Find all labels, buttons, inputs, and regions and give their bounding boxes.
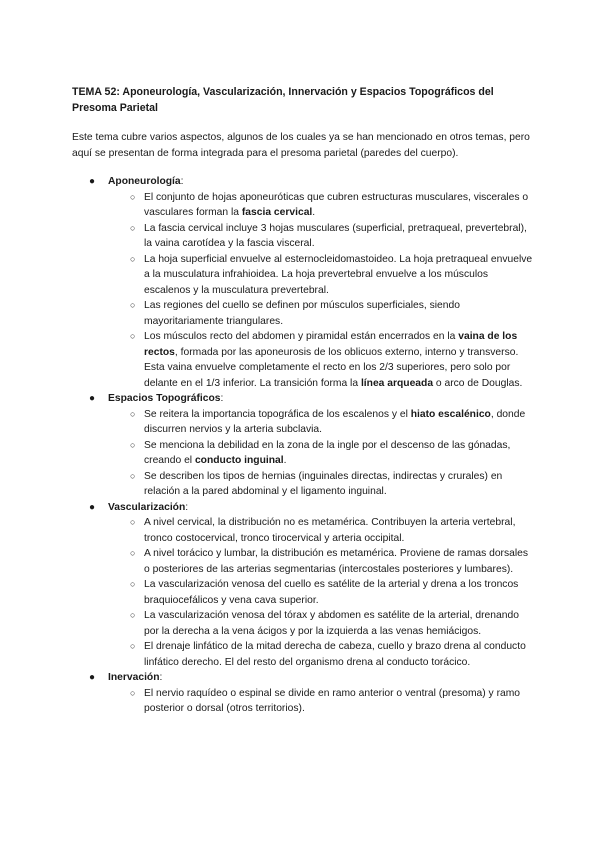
list-item: ○ La hoja superficial envuelve al esternocleidomastoideo. La hoja pretraqueal envuelve a la musculatura infrahioidea. La hoja prevertebral envuelve a los músculos escalenos y la musculatura prevertebral.: [130, 253, 533, 296]
circle-bullet-icon: ○: [130, 641, 136, 651]
section-aponeurologia: ● Aponeurología: ○ El conjunto de hojas aponeuróticas que cubren estructuras musculares, viscerales o vasculares forman la fascia cervical. ○ La fascia cervical incluye 3 hojas musculares (superficial, pretraqueal, prevertebral), la vaina carotídea y la fascia visceral. ○ La hoja superficial envuelve al esternocleidomastoideo. La hoja pretraqueal envuelve a la musculatura infrahioidea. La hoja prevertebral envuelve a los músculos escalenos y la musculatura prevertebral. ○ Las regiones del cuello se definen por músculos superficiales, siendo mayoritariamente triangulares. ○ Los músculos recto del abdomen y piramidal están encerrados en la vaina de los rectos, formada por las aponeurosis de los oblicuos externo, interno y transverso. Esta vaina envuelve completamente el recto en los 2/3 superiores, pero solo por delante en el 1/3 inferior. La transición forma la línea arqueada o arco de Douglas.: [72, 174, 534, 391]
list-item: ○ El conjunto de hojas aponeuróticas que cubren estructuras musculares, viscerales o vasculares forman la fascia cervical.: [130, 191, 529, 218]
circle-bullet-icon: ○: [130, 439, 136, 450]
list-item: ○ A nivel cervical, la distribución no es metamérica. Contribuyen la arteria vertebral, tronco costocervical, tronco tirocervical y arteria occipital.: [130, 517, 516, 544]
intro-paragraph: Este tema cubre varios aspectos, algunos de los cuales ya se han mencionado en otros temas, pero aquí se presentan de forma integrada para el presoma parietal (paredes del cuerpo).: [72, 132, 530, 159]
list-item: ○ Los músculos recto del abdomen y piramidal están encerrados en la vaina de los rectos, formada por las aponeurosis de los oblicuos externo, interno y transverso. Esta vaina envuelve completamente el recto en los 2/3 superiores, pero solo por delante en el 1/3 inferior. La transición forma la línea arqueada o arco de Douglas.: [130, 331, 523, 389]
list-item: ○ Las regiones del cuello se definen por músculos superficiales, siendo mayoritariamente triangulares.: [130, 300, 460, 327]
circle-bullet-icon: ○: [130, 548, 136, 558]
circle-bullet-icon: ○: [130, 331, 136, 341]
section-vascularizacion: ● Vascularización: ○ A nivel cervical, la distribución no es metamérica. Contribuyen la arteria vertebral, tronco costocervical, tronco tirocervical y arteria occipital. ○ A nivel torácico y lumbar, la distribución es metamérica. Proviene de ramas dorsales o posteriores de las arterias segmentarias (intercostales posteriores y lumbares). ○ La vascularización venosa del cuello es satélite de la arterial y drena a los troncos braquiocefálicos y vena cava superior. ○ La vascularización venosa del tórax y abdomen es satélite de la arterial, drenando por la derecha a la vena ácigos y por la izquierda a las venas hemiácigos. ○ El drenaje linfático de la mitad derecha de cabeza, cuello y brazo drena al conducto linfático derecho. El del resto del organismo drena al conducto torácico.: [72, 500, 534, 671]
list-item: ○ Se menciona la debilidad en la zona de la ingle por el descenso de las gónadas, creando el conducto inguinal.: [130, 439, 511, 466]
bullet-icon: ●: [89, 393, 96, 404]
section-label: Espacios Topográficos: [108, 393, 221, 404]
circle-bullet-icon: ○: [130, 470, 136, 481]
bullet-icon: ●: [89, 176, 96, 187]
section-label: Inervación: [108, 672, 160, 683]
section-label: Vascularización: [108, 501, 186, 513]
section-list: [72, 174, 534, 717]
circle-bullet-icon: ○: [130, 253, 136, 264]
document-page: [72, 84, 534, 717]
list-item: ○ La vascularización venosa del tórax y abdomen es satélite de la arterial, drenando por la derecha a la vena ácigos y por la izquierda a las venas hemiácigos.: [130, 610, 519, 637]
section-inervacion: ● Inervación: ○ El nervio raquídeo o espinal se divide en ramo anterior o ventral (presoma) y ramo posterior o dorsal (otros territorios).: [72, 670, 534, 717]
circle-bullet-icon: ○: [130, 408, 136, 419]
list-item: ○ La vascularización venosa del cuello es satélite de la arterial y drena a los troncos braquiocefálicos y vena cava superior.: [130, 579, 519, 606]
circle-bullet-icon: ○: [130, 191, 136, 202]
circle-bullet-icon: ○: [130, 687, 136, 698]
list-item: ○ Se describen los tipos de hernias (inguinales directas, indirectas y crurales) en relación a la pared abdominal y el ligamento inguinal.: [130, 470, 503, 497]
circle-bullet-icon: ○: [130, 610, 136, 620]
section-espacios-topograficos: ● Espacios Topográficos: ○ Se reitera la importancia topográfica de los escalenos y el hiato escalénico, donde discurren nervios y la arteria subclavia. ○ Se menciona la debilidad en la zona de la ingle por el descenso de las gónadas, creando el conducto inguinal. ○ Se describen los tipos de hernias (inguinales directas, indirectas y crurales) en relación a la pared abdominal y el ligamento inguinal.: [72, 391, 534, 500]
list-item: ○ El nervio raquídeo o espinal se divide en ramo anterior o ventral (presoma) y ramo posterior o dorsal (otros territorios).: [130, 687, 521, 714]
section-label: Aponeurología: [108, 176, 181, 187]
bullet-icon: ●: [89, 672, 96, 683]
list-item: ○ La fascia cervical incluye 3 hojas musculares (superficial, pretraqueal, prevertebral), la vaina carotídea y la fascia visceral.: [130, 222, 527, 249]
list-item: ○ El drenaje linfático de la mitad derecha de cabeza, cuello y brazo drena al conducto linfático derecho. El del resto del organismo drena al conducto torácico.: [130, 641, 526, 668]
list-item: ○ A nivel torácico y lumbar, la distribución es metamérica. Proviene de ramas dorsales o posteriores de las arterias segmentarias (intercostales posteriores y lumbares).: [130, 548, 529, 575]
circle-bullet-icon: ○: [130, 579, 136, 589]
circle-bullet-icon: ○: [130, 517, 136, 527]
document-title: TEMA 52: Aponeurología, Vascularización, Innervación y Espacios Topográficos del Presoma Parietal: [72, 86, 494, 114]
circle-bullet-icon: ○: [130, 300, 136, 310]
circle-bullet-icon: ○: [130, 222, 136, 233]
bullet-icon: ●: [89, 501, 96, 513]
list-item: ○ Se reitera la importancia topográfica de los escalenos y el hiato escalénico, donde discurren nervios y la arteria subclavia.: [130, 408, 526, 435]
